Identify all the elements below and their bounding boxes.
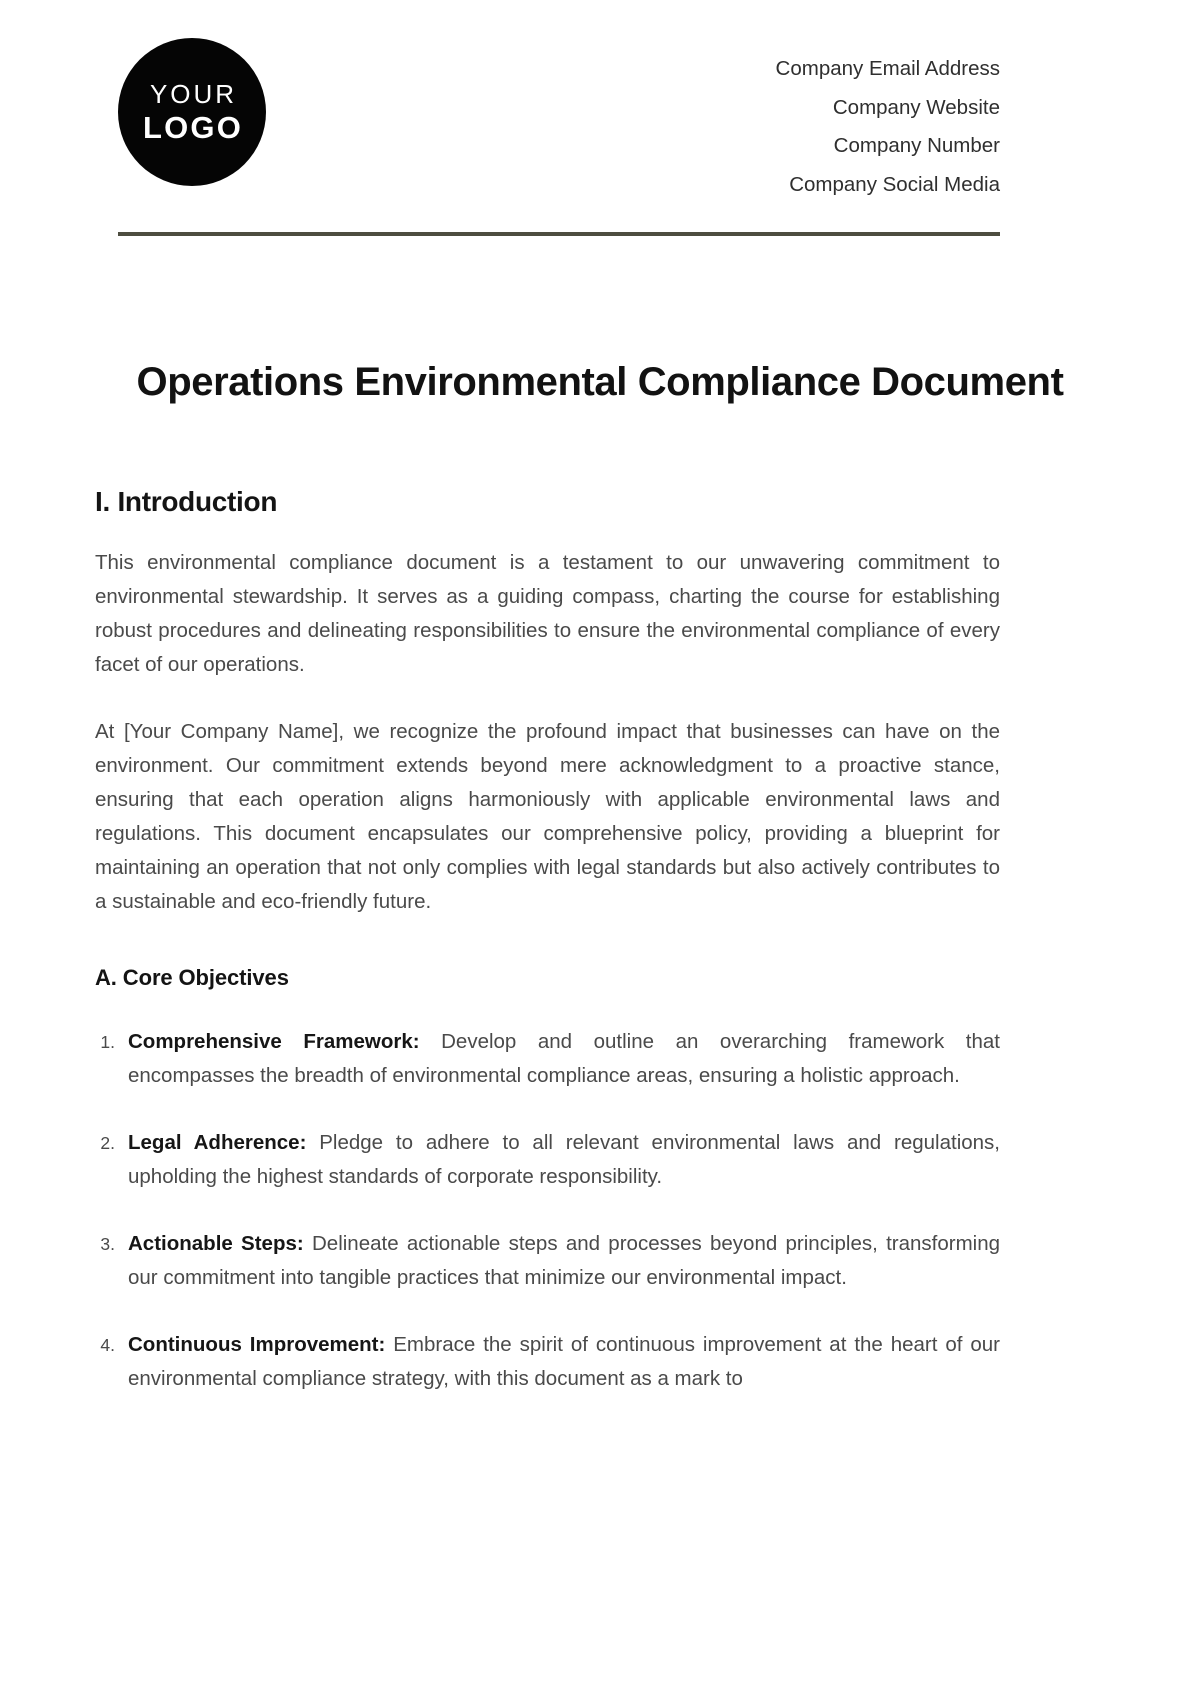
document-header — [0, 0, 1200, 204]
objective-term: Legal Adherence: — [128, 1131, 307, 1154]
company-contact-block — [776, 38, 1000, 204]
logo-text-your: YOUR — [149, 79, 238, 109]
company-logo — [118, 38, 266, 186]
page-title: Operations Environmental Compliance Document — [136, 360, 1064, 404]
section-heading-introduction: I. Introduction — [95, 486, 278, 517]
list-item — [95, 1025, 1000, 1093]
contact-website: Company Website — [832, 95, 1000, 119]
introduction-paragraph-1: This environmental compliance document is a testament to our unwavering commitment to environmental stewardship. It serves as a guiding compass, charting the course for establishing robust procedures and delineating responsibilities to ensure the environmental compliance of every facet of our operations. — [95, 551, 1000, 676]
subsection-heading-core-objectives: A. Core Objectives — [95, 965, 289, 990]
list-item — [95, 1126, 1000, 1194]
introduction-paragraph-2: At [Your Company Name], we recognize the profound impact that businesses can have on the environment. Our commitment extends beyond mere acknowledgment to a proactive stance, ensuring that each operation aligns harmoniously with applicable environmental laws and regulations. This document encapsulates our comprehensive policy, providing a blueprint for maintaining an operation that not only complies with legal standards but also actively contributes to a sustainable and eco-friendly future. — [95, 720, 1000, 913]
contact-number: Company Number — [833, 134, 1000, 157]
header-divider — [118, 232, 1000, 236]
list-item — [95, 1328, 1000, 1396]
logo-text-logo: LOGO — [142, 110, 244, 145]
objective-term: Comprehensive Framework: — [128, 1030, 420, 1053]
objective-text: Pledge to adhere to all relevant environmental laws and regulations, upholding the highest standards of corporate responsibility. — [128, 1131, 1001, 1188]
objective-term: Continuous Improvement: — [128, 1333, 386, 1356]
contact-email-address: Company Email Address — [775, 57, 1000, 80]
list-item — [95, 1227, 1000, 1295]
objective-text: Develop and outline an overarching framework that encompasses the breadth of environmental compliance areas, ensuring a holistic approach. — [128, 1030, 1000, 1087]
core-objectives-list — [95, 1025, 1000, 1396]
objective-text: Delineate actionable steps and processes beyond principles, transforming our commitment into tangible practices that minimize our environmental impact. — [128, 1232, 1001, 1289]
objective-term: Actionable Steps: — [128, 1232, 304, 1255]
objective-text: Embrace the spirit of continuous improvement at the heart of our environmental compliance strategy, with this document as a mark to — [128, 1333, 1001, 1390]
document-body — [95, 408, 1000, 1396]
contact-social-media: Company Social Media — [789, 172, 1000, 196]
